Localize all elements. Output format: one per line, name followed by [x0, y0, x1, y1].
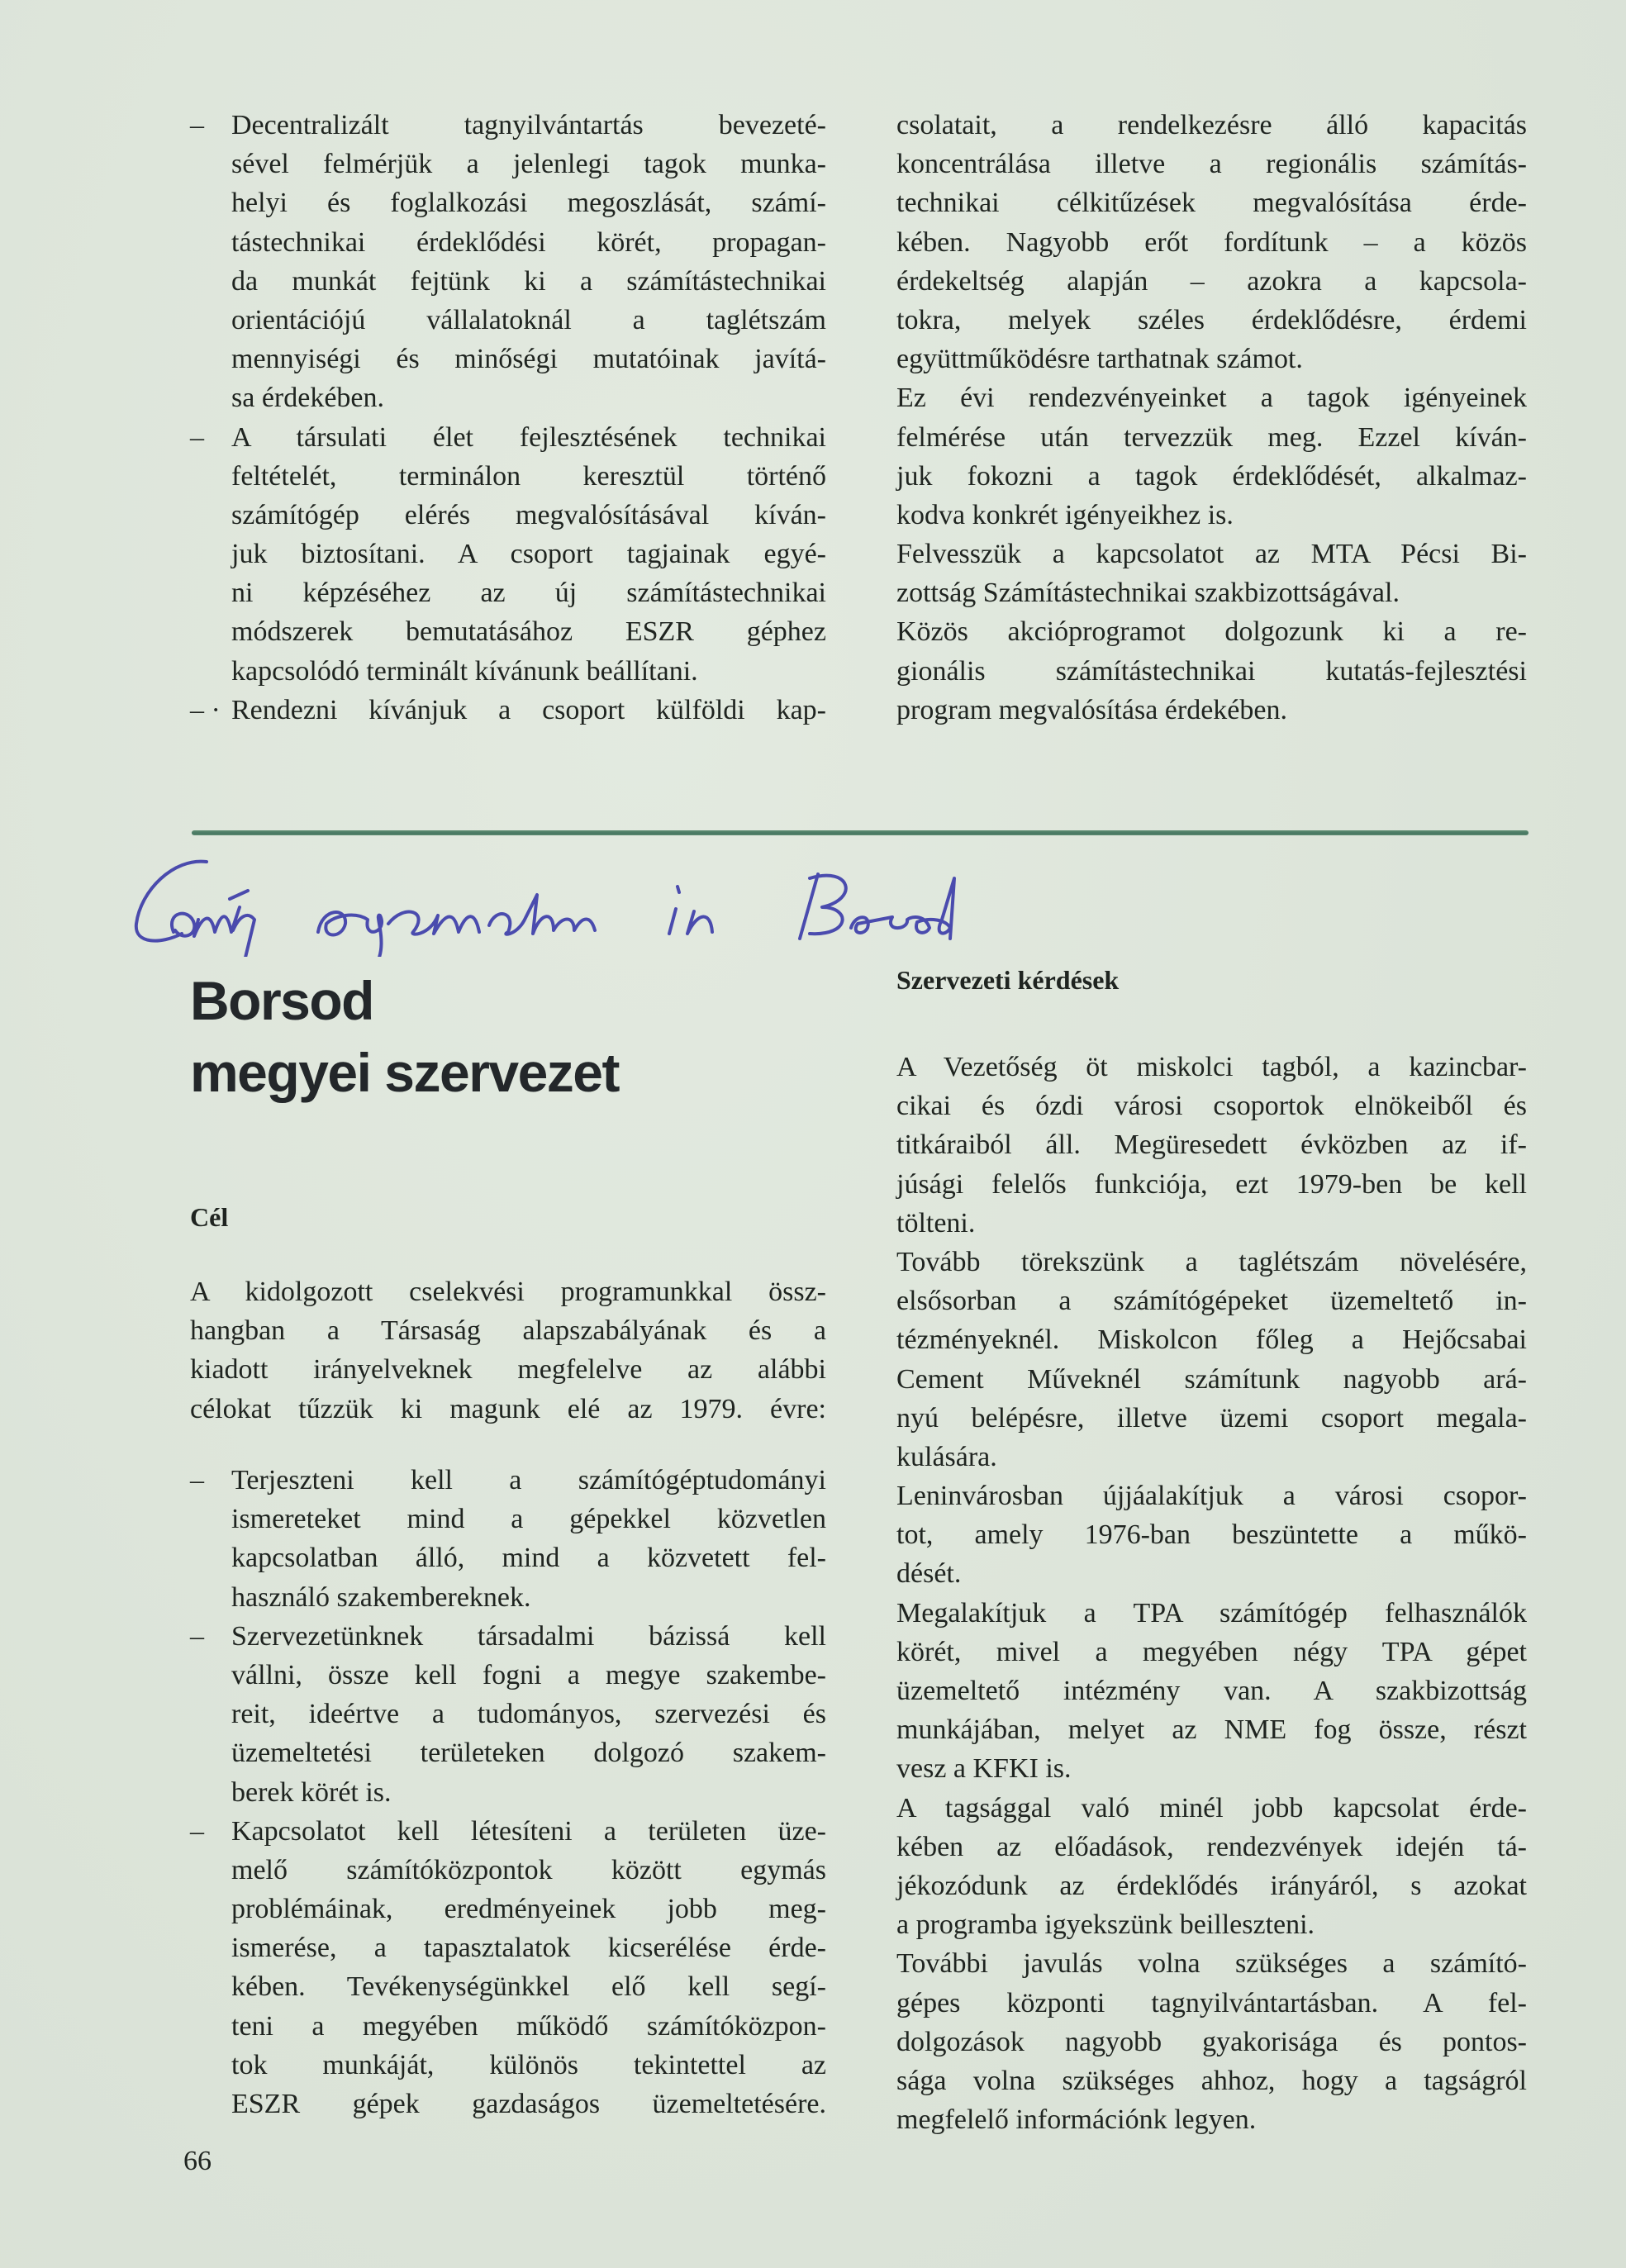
text-line: orientációjú vállalatoknál a taglétszám	[231, 304, 826, 335]
text-line: elsősorban a számítógépeket üzemeltető in-	[896, 1286, 1527, 1317]
organization-heading: Szervezeti kérdések	[896, 965, 1120, 995]
text-line: kapcsolódó terminált kívánunk beállítani.	[231, 655, 698, 687]
text-line: Felvesszük a kapcsolatot az MTA Pécsi Bi-	[896, 539, 1527, 570]
dash-marker: –	[190, 1620, 204, 1652]
text-line: zottság Számítástechnikai szakbizottságával.	[896, 578, 1400, 609]
text-line: ismerése, a tapasztalatok kicserélése érde-	[231, 1933, 826, 1964]
text-line: kapcsolatban álló, mind a közvetett fel-	[231, 1543, 826, 1574]
text-line: dését.	[896, 1558, 962, 1590]
text-line: Ez évi rendezvényeinket a tagok igényeinek	[896, 383, 1527, 414]
text-line: munkájában, melyet az NME fog össze, részt	[896, 1714, 1527, 1746]
text-line: ESZR gépek gazdaságos üzemeltetésére.	[231, 2089, 826, 2119]
text-line: Terjeszteni kell a számítógéptudományi	[231, 1465, 826, 1495]
text-line: reit, ideértve a tudományos, szervezési és	[231, 1699, 826, 1730]
dash-marker: –	[190, 1815, 204, 1847]
article-title	[190, 965, 619, 1109]
text-line: problémáinak, eredményeinek jobb meg-	[231, 1894, 826, 1925]
text-line: mennyiségi és minőségi mutatóinak javítá-	[231, 344, 826, 375]
goal-item	[190, 1617, 826, 1812]
text-line: nyú belépésre, illetve üzemi csoport megala-	[896, 1402, 1527, 1434]
text-line: körét, mivel a megyében négy TPA gépet	[896, 1636, 1527, 1667]
text-line: júsági felelős funkciója, ezt 1979-ben be kell	[896, 1168, 1527, 1200]
bullet-item	[190, 106, 826, 418]
text-line: program megvalósítása érdekében.	[896, 694, 1287, 725]
text-line: gépes központi tagnyilvántartásban. A fel-	[896, 1987, 1527, 2018]
text-line: kében. Tevékenységünkkel elő kell segí-	[231, 1971, 826, 2003]
text-line: cikai és ózdi városi csoportok elnökeiből és	[896, 1091, 1527, 1122]
text-line: módszerek bemutatásához ESZR géphez	[231, 616, 826, 648]
text-line: együttműködésre tarthatnak számot.	[896, 344, 1303, 375]
text-line: helyi és foglalkozási megoszlását, számí-	[231, 188, 826, 219]
text-line: vállni, össze kell fogni a megye szakembe-	[231, 1659, 826, 1690]
goal-item	[190, 1461, 826, 1617]
goal-intro-paragraph	[190, 1272, 826, 1429]
text-line: berek körét is.	[231, 1776, 392, 1808]
text-line: koncentrálása illetve a regionális számítás-	[896, 149, 1527, 180]
text-line: A tagsággal való minél jobb kapcsolat érde-	[896, 1792, 1527, 1823]
text-line: hangban a Társaság alapszabályának és a	[190, 1315, 826, 1347]
text-line: felmérése után tervezzük meg. Ezzel kíván-	[896, 421, 1527, 453]
text-line: tok munkáját, különös tekintettel az	[231, 2049, 826, 2080]
text-line: Szervezetünknek társadalmi bázissá kell	[231, 1620, 826, 1652]
goal-item	[190, 1812, 826, 2124]
text-line: Rendezni kívánjuk a csoport külföldi kap-	[231, 694, 826, 725]
goals-list	[190, 1461, 826, 2123]
text-line: megfelelő információnk legyen.	[896, 2104, 1257, 2136]
goal-heading: Cél	[190, 1202, 229, 1232]
text-line: sével felmérjük a jelenlegi tagok munka-	[231, 149, 826, 180]
upper-right-column	[896, 106, 1527, 730]
text-line: a programba igyekszünk beilleszteni.	[896, 1909, 1315, 1941]
bullet-item	[190, 691, 826, 730]
text-line: tézményeknél. Miskolcon főleg a Hejőcsabai	[896, 1324, 1527, 1356]
title-line-2: megyei szervezet	[190, 1042, 619, 1103]
text-line: tástechnikai érdeklődési körét, propagan-	[231, 226, 826, 258]
title-line-1: Borsod	[190, 970, 373, 1031]
text-line: Közös akcióprogramot dolgozunk ki a re-	[896, 616, 1527, 648]
text-line: sa érdekében.	[231, 383, 385, 414]
text-line: Cement Műveknél számítunk nagyobb ará-	[896, 1363, 1527, 1395]
text-line: titkáraiból áll. Megüresedett évközben az if-	[896, 1129, 1527, 1161]
handwritten-annotation	[124, 841, 1413, 957]
text-line: kiadott irányelveknek megfelelve az alábbi	[190, 1354, 826, 1386]
text-line: A kidolgozott cselekvési programunkkal össz-	[190, 1277, 826, 1307]
text-line: kodva konkrét igényeikhez is.	[896, 499, 1234, 530]
text-line: célokat tűzzük ki magunk elé az 1979. évre:	[190, 1393, 826, 1424]
dash-marker: –	[190, 421, 204, 453]
text-line: teni a megyében működő számítóközpon-	[231, 2010, 826, 2042]
text-line: számítógép elérés megvalósításával kíván-	[231, 499, 826, 530]
text-line: Tovább törekszünk a taglétszám növelésére,	[896, 1246, 1527, 1277]
page-number: 66	[183, 2146, 212, 2176]
text-line: A társulati élet fejlesztésének technikai	[231, 421, 826, 453]
text-line: da munkát fejtünk ki a számítástechnikai	[231, 265, 826, 297]
organization-body	[896, 1048, 1527, 2139]
text-line: vesz a KFKI is.	[896, 1753, 1072, 1785]
section-divider	[192, 830, 1529, 835]
text-line: Leninvárosban újjáalakítjuk a városi csopor-	[896, 1481, 1527, 1512]
text-line: üzemeltető intézmény van. A szakbizottság	[896, 1676, 1527, 1706]
text-line: dolgozások nagyobb gyakorisága és pontos-	[896, 2026, 1527, 2057]
text-line: üzemeltetési területeken dolgozó szakem-	[231, 1738, 826, 1769]
text-line: használó szakembereknek.	[231, 1581, 531, 1613]
text-line: kulására.	[896, 1441, 997, 1472]
text-line: Megalakítjuk a TPA számítógép felhasználók	[896, 1597, 1527, 1628]
text-line: tokra, melyek széles érdeklődésre, érdemi	[896, 304, 1527, 335]
text-line: ni képzéséhez az új számítástechnikai	[231, 578, 826, 609]
upper-left-column	[190, 106, 826, 730]
text-line: tot, amely 1976-ban beszüntette a műkö-	[896, 1519, 1527, 1551]
text-line: csolatait, a rendelkezésre álló kapacitás	[896, 110, 1527, 140]
text-line: juk biztosítani. A csoport tagjainak egyé-	[231, 539, 826, 570]
bullet-item	[190, 418, 826, 691]
text-line: További javulás volna szükséges a számító-	[896, 1948, 1527, 1980]
text-line: kében az előadások, rendezvények idején tá-	[896, 1831, 1527, 1862]
text-line: gionális számítástechnikai kutatás-fejlesztési	[896, 655, 1527, 687]
text-line: tölteni.	[896, 1207, 976, 1239]
text-line: jékozódunk az érdeklődés irányáról, s azokat	[896, 1870, 1527, 1901]
dash-marker: – ·	[190, 694, 221, 725]
text-line: ismereteket mind a gépekkel közvetlen	[231, 1504, 826, 1535]
text-line: juk fokozni a tagok érdeklődését, alkalmaz-	[896, 460, 1527, 492]
dash-marker: –	[190, 110, 204, 140]
text-line: érdekeltség alapján – azokra a kapcsola-	[896, 265, 1527, 297]
text-line: Kapcsolatot kell létesíteni a területen üze-	[231, 1815, 826, 1847]
text-line: sága volna szükséges ahhoz, hogy a tagságról	[896, 2065, 1527, 2096]
text-line: melő számítóközpontok között egymás	[231, 1854, 826, 1885]
text-line: kében. Nagyobb erőt fordítunk – a közös	[896, 226, 1527, 258]
dash-marker: –	[190, 1465, 204, 1495]
text-line: Decentralizált tagnyilvántartás bevezeté-	[231, 110, 826, 140]
text-line: feltételét, terminálon keresztül történő	[231, 460, 826, 492]
text-line: technikai célkitűzések megvalósítása érde-	[896, 188, 1527, 219]
text-line: A Vezetőség öt miskolci tagból, a kazincbar-	[896, 1052, 1527, 1082]
